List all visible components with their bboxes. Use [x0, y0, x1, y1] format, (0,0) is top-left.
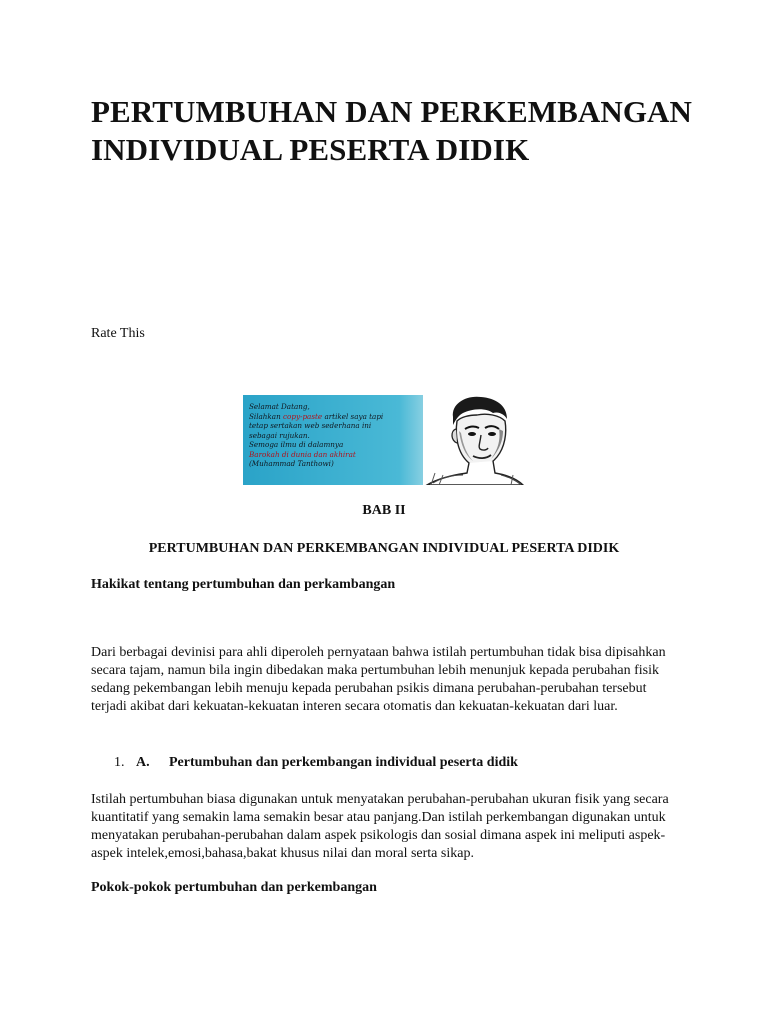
banner-line: tetap sertakan web sederhana ini [249, 421, 372, 430]
paragraph: Dari berbagai devinisi para ahli diperoleh pernyataan bahwa istilah pertumbuhan tidak bisa dipisahkan secara tajam, namun bila ingin dibedakan maka pertumbuhan lebih menunjuk kepada perubahan fisik sedang pekembangan lebih menuju kepada perubahan psikis dimana perubahan-perubahan tersebut terjadi akibat dari kekuatan-kekuatan interen secara otomatis dan kekuatan-kekuatan dari luar. [91, 645, 666, 714]
list-item-heading: Pertumbuhan dan perkembangan individual peserta didik [169, 755, 518, 770]
welcome-banner-image [243, 395, 527, 485]
chapter-title: PERTUMBUHAN DAN PERKEMBANGAN INDIVIDUAL PESERTA DIDIK [148, 541, 620, 556]
list-letter: A. [136, 755, 150, 770]
chapter-label: BAB II [362, 503, 406, 518]
banner-line: Selamat Datang, [249, 402, 310, 411]
section-heading: Pokok-pokok pertumbuhan dan perkembangan [91, 880, 377, 895]
banner-line: (Muhammad Tanthowi) [249, 459, 334, 468]
list-number: 1. [114, 755, 125, 770]
portrait-sketch-icon [423, 395, 527, 485]
banner-line: Barokah di dunia dan akhirat [249, 449, 356, 459]
banner-line: Silahkan copy-paste artikel saya tapi [249, 411, 384, 421]
banner-line: Semoga ilmu di dalamnya [249, 440, 344, 449]
banner-text [249, 402, 419, 469]
banner-line: sebagai rujukan. [249, 430, 310, 440]
section-heading: Hakikat tentang pertumbuhan dan perkambangan [91, 577, 396, 592]
document-title: PERTUMBUHAN DAN PERKEMBANGAN INDIVIDUAL PESERTA DIDIK [91, 94, 693, 167]
paragraph: Istilah pertumbuhan biasa digunakan untuk menyatakan perubahan-perubahan ukuran fisik yang secara kuantitatif yang semakin lama semakin besar atau panjang.Dan istilah perkembangan digunakan untuk menyatakan perubahan-perubahan dalam aspek psikologis dan sosial dimana aspek ini meliputi aspek-aspek intelek,emosi,bahasa,bakat khusus nilai dan moral serta sikap. [91, 792, 669, 861]
rate-this-link[interactable]: Rate This [91, 326, 145, 341]
